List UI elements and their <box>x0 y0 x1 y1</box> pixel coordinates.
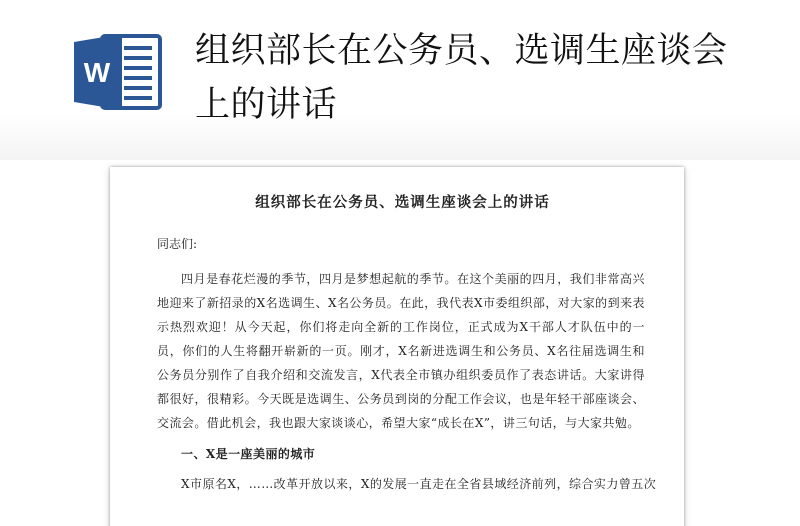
section-heading: 一、X是一座美丽的城市 <box>181 447 316 461</box>
svg-text:W: W <box>83 57 111 88</box>
paragraph: 四月是春花烂漫的季节，四月是梦想起航的季节。在这个美丽的四月，我们非常高兴地迎来了新招录的X名选调生、X名公务员。在此，我代表X市委组织部，对大家的到来表示热烈欢迎！从今天起，你们将走向全新的工作岗位，正式成为X干部人才队伍中的一员，你们的人生将翻开崭新的一页。刚才，X名新进选调生和公务员、X名往届选调生和公务员分别作了自我介绍和交流发言，X代表全市镇办组织委员作了表态讲话。大家讲得都很好，很精彩。今天既是选调生、公务员到岗的分配工作会议，也是年轻干部座谈会、交流会。借此机会，我也跟大家谈谈心，希望大家“成长在X”，讲三句话，与大家共勉。 <box>157 272 645 430</box>
document-page <box>110 167 684 526</box>
page-title: 组织部长在公务员、选调生座谈会上的讲话 <box>195 31 728 125</box>
paragraph: X市原名X，……改革开放以来，X的发展一直走在全省县域经济前列，综合实力曾五次 <box>181 477 657 491</box>
salutation: 同志们: <box>157 237 198 251</box>
header-band <box>0 0 800 160</box>
word-document-icon <box>72 32 164 112</box>
document-title: 组织部长在公务员、选调生座谈会上的讲话 <box>255 194 550 211</box>
